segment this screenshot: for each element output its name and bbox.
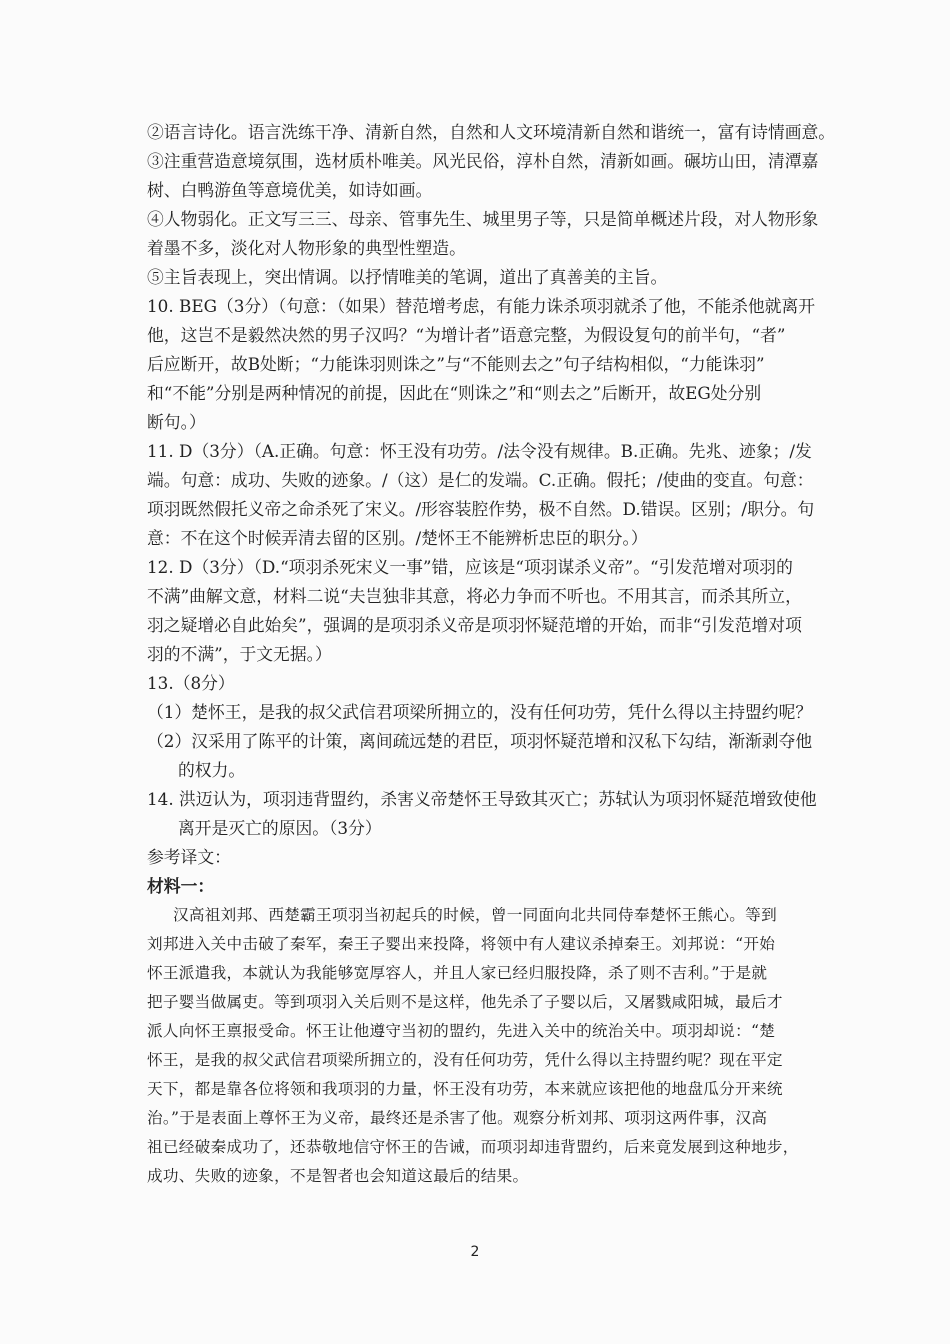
text-line: 意：不在这个时候弄清去留的区别。/楚怀王不能辨析忠臣的职分。）: [147, 528, 648, 548]
text-line: 羽之疑增必自此始矣”，强调的是项羽杀义帝是项羽怀疑范增的开始，而非“引发范增对项: [147, 615, 802, 635]
text-line: 断句。）: [147, 412, 206, 432]
translation-heading: 参考译文：: [147, 847, 231, 867]
text-line: 端。句意：成功、失败的迹象。/（这）是仁的发端。C.正确。假托；/使曲的变直。句意：: [147, 470, 814, 490]
translation-line: 怀王，是我的叔父武信君项梁所拥立的，没有任何功劳，凭什么得以主持盟约呢？现在平定: [147, 1051, 783, 1069]
answer-12: 12. D（3分）（D.“项羽杀死宋义一事”错，应该是“项羽谋杀义帝”。“引发范增对项羽的: [147, 557, 793, 577]
translation-line: 把子婴当做属吏。等到项羽入关后则不是这样，他先杀了子婴以后，又屠戮咸阳城，最后才: [147, 993, 783, 1011]
answer-13: 13.（8分）: [147, 673, 235, 693]
text-line: ④人物弱化。正文写三三、母亲、管事先生、城里男子等，只是简单概述片段，对人物形象: [147, 209, 819, 229]
text-line: 和“不能”分别是两种情况的前提，因此在“则诛之”和“则去之”后断开，故EG处分别: [147, 383, 762, 403]
answer-11: 11. D（3分）（A.正确。句意：怀王没有功劳。/法令没有规律。B.正确。先兆、迹象；/发: [147, 441, 812, 461]
text-line: ②语言诗化。语言洗练干净、清新自然，自然和人文环境清新自然和谐统一，富有诗情画意。: [147, 122, 836, 142]
translation-line: 刘邦进入关中击破了秦军，秦王子婴出来投降，将领中有人建议杀掉秦王。刘邦说：“开始: [147, 935, 776, 953]
translation-line: 祖已经破秦成功了，还恭敬地信守怀王的告诫，而项羽却违背盟约，后来竟发展到这种地步，: [147, 1138, 799, 1156]
answer-14: 14. 洪迈认为，项羽违背盟约，杀害义帝楚怀王导致其灭亡；苏轼认为项羽怀疑范增致使他: [147, 789, 817, 809]
text-line: （2）汉采用了陈平的计策，离间疏远楚的君臣，项羽怀疑范增和汉私下勾结，渐渐剥夺他: [147, 731, 813, 751]
text-line: 后应断开，故B处断；“力能诛羽则诛之”与“不能则去之”句子结构相似，“力能诛羽”: [147, 354, 765, 374]
text-line: 不满”曲解文意，材料二说“夫岂独非其意，将必力争而不听也。不用其言，而杀其所立，: [147, 586, 802, 606]
translation-line: 天下，都是靠各位将领和我项羽的力量，怀王没有功劳，本来就应该把他的地盘瓜分开来统: [147, 1080, 783, 1098]
translation-line: 成功、失败的迹象，不是智者也会知道这最后的结果。: [147, 1167, 529, 1185]
translation-line: 汉高祖刘邦、西楚霸王项羽当初起兵的时候，曾一同面向北共同侍奉楚怀王熊心。等到: [173, 906, 777, 924]
translation-line: 治。”于是表面上尊怀王为义帝，最终还是杀害了他。观察分析刘邦、项羽这两件事，汉高: [147, 1109, 768, 1127]
page-number: 2: [470, 1244, 480, 1260]
text-line: 他，这岂不是毅然决然的男子汉吗？“为增计者”语意完整，为假设复句的前半句，“者”: [147, 325, 786, 345]
translation-line: 派人向怀王禀报受命。怀王让他遵守当初的盟约，先进入关中的统治关中。项羽却说：“楚: [147, 1022, 776, 1040]
text-line: 的权力。: [178, 760, 246, 780]
text-line: 项羽既然假托义帝之命杀死了宋义。/形容装腔作势，极不自然。D.错误。区别；/职分。句: [147, 499, 815, 519]
text-line: 树、白鸭游鱼等意境优美，如诗如画。: [147, 180, 433, 200]
text-line: ⑤主旨表现上，突出情调。以抒情唯美的笔调，道出了真善美的主旨。: [147, 267, 668, 287]
material-one-heading: 材料一：: [147, 876, 215, 896]
text-line: 羽的不满”，于文无据。）: [147, 644, 332, 664]
text-line: 着墨不多，淡化对人物形象的典型性塑造。: [147, 238, 466, 258]
text-line: ③注重营造意境氛围，选材质朴唯美。风光民俗，淳朴自然，清新如画。碾坊山田，清潭嘉: [147, 151, 819, 171]
text-line: （1）楚怀王，是我的叔父武信君项梁所拥立的，没有任何功劳，凭什么得以主持盟约呢？: [147, 702, 813, 722]
translation-line: 怀王派遣我，本就认为我能够宽厚容人，并且人家已经归服投降，杀了则不吉利。”于是就: [147, 964, 768, 982]
text-line: 离开是灭亡的原因。（3分）: [178, 818, 382, 838]
answer-10: 10. BEG（3分）（句意：（如果）替范增考虑，有能力诛杀项羽就杀了他，不能杀他就离开: [147, 296, 816, 316]
